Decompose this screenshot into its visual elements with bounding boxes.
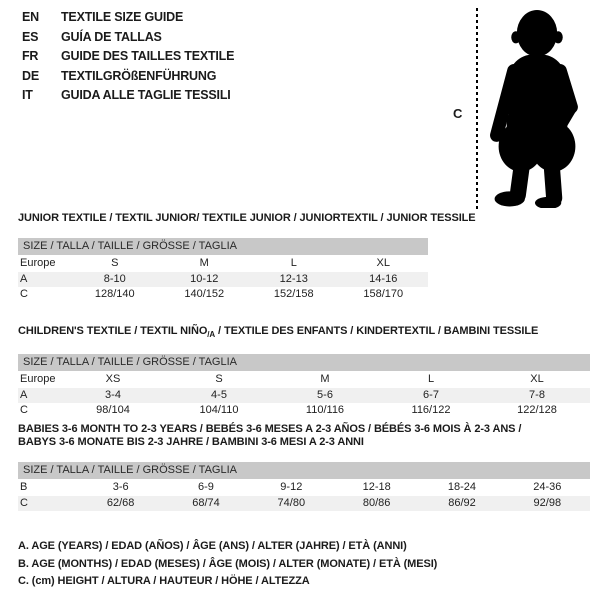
table-cell: L [427,373,435,386]
table-cell: 3-4 [105,388,121,401]
table-title-line [18,212,476,225]
table-cell: 6-9 [198,481,214,493]
table-cell: 104/110 [199,404,239,417]
table-cell: 68/74 [192,496,220,509]
table-title-line [18,436,590,449]
row-label: Europe [20,373,56,386]
language-title: GUIDA ALLE TAGLIE TESSILI [61,88,231,102]
baby-silhouette-icon [486,6,588,208]
language-code: DE [22,68,39,83]
size-table-section [18,212,476,303]
row-label: B [20,481,28,493]
table-cell: 152/158 [273,288,314,300]
table-row [18,403,590,419]
row-label: C [20,496,28,509]
table-title [18,423,590,449]
table-cell: 9-12 [280,481,303,493]
table-cell: 86/92 [448,496,476,509]
table-cell: 62/68 [106,496,135,509]
table-row [18,480,590,496]
table-title [18,325,590,341]
table-cell: 24-36 [533,481,562,493]
table-cell: 4-5 [211,388,227,401]
row-label: A [20,388,28,401]
table-cell: 80/86 [362,496,391,509]
table-title-text: CHILDREN'S TEXTILE / TEXTIL NIÑO [18,325,208,337]
table-row [18,372,590,388]
language-code: ES [22,29,39,44]
table-cell: 122/128 [517,404,557,417]
table-cell: 140/152 [184,288,225,300]
row-label: Europe [20,257,56,269]
table-title-text: BABYS 3-6 MONATE BIS 2-3 JAHRE / BAMBINI 3-6 MESI A 2-3 ANNI [18,436,364,448]
language-code: FR [22,49,39,63]
table-row [18,388,590,404]
size-table-header-bar: SIZE / TALLA / TAILLE / GRÖSSE / TAGLIA [18,238,428,255]
table-title-line [18,423,590,436]
row-label: C [20,404,28,417]
table-cell: 128/140 [94,288,135,300]
language-code: IT [22,88,33,102]
table-title-text: BABIES 3-6 MONTH TO 2-3 YEARS / BEBÉS 3-6 MESES A 2-3 AÑOS / BÉBÉS 3-6 MOIS À 2-3 ANS / [18,423,522,435]
language-title: GUIDE DES TAILLES TEXTILE [61,49,235,63]
size-table-header-bar: SIZE / TALLA / TAILLE / GRÖSSE / TAGLIA [18,354,590,371]
footnote: C. (cm) HEIGHT / ALTURA / HAUTEUR / HÖHE / ALTEZZA [18,575,310,587]
footnotes [18,538,437,591]
size-figure [0,0,600,215]
table-row [18,272,428,288]
table-title-text: JUNIOR TEXTILE / TEXTIL JUNIOR/ TEXTILE JUNIOR / JUNIORTEXTIL / JUNIOR TESSILE [18,212,476,224]
table-cell: 7-8 [529,388,545,401]
table-title [18,212,476,225]
table-cell: 98/104 [96,404,130,417]
table-cell: 116/122 [411,404,451,417]
table-cell: 8-10 [103,272,126,285]
row-label: C [20,288,28,300]
footnote: A. AGE (YEARS) / EDAD (AÑOS) / ÂGE (ANS) / ALTER (JAHRE) / ETÀ (ANNI) [18,540,407,552]
table-cell: 5-6 [317,388,333,401]
table-cell: 3-6 [112,481,129,493]
table-cell: 18-24 [447,481,477,493]
table-cell: 110/116 [305,404,345,417]
row-label: A [20,272,28,285]
table-cell: 14-16 [369,272,398,285]
language-title: TEXTILE SIZE GUIDE [61,10,184,24]
footnote: B. AGE (MONTHS) / EDAD (MESES) / ÂGE (MOIS) / ALTER (MONATE) / ETÀ (MESI) [18,557,438,570]
figure-height-label: C [453,106,463,121]
size-table-section [18,423,590,511]
table-cell: XL [376,257,390,269]
table-row [18,287,428,303]
table-title-text: /A [207,330,216,340]
table-cell: M [199,257,209,269]
language-title: GUÍA DE TALLAS [61,29,162,44]
height-reference-dotted-line [476,8,478,210]
table-cell: S [215,373,223,386]
table-title-text: / TEXTILE DES ENFANTS / KINDERTEXTIL / BAMBINI TESSILE [215,325,539,337]
table-cell: 12-13 [279,272,308,285]
size-table-header-bar: SIZE / TALLA / TAILLE / GRÖSSE / TAGLIA [18,462,590,479]
table-cell: 12-18 [362,481,391,493]
table-cell: S [111,257,119,269]
language-code: EN [22,10,39,24]
table-row [18,496,590,512]
table-cell: 92/98 [533,496,562,509]
table-cell: M [320,373,330,386]
table-cell: 158/170 [363,288,404,300]
table-cell: XL [530,373,544,386]
language-title: TEXTILGRÖßENFÜHRUNG [61,68,217,83]
table-cell: 6-7 [423,388,439,401]
size-table-section [18,325,590,419]
table-cell: 74/80 [277,496,306,509]
table-row [18,256,428,272]
table-title-line [18,325,590,341]
table-cell: L [290,257,297,269]
table-cell: 10-12 [190,272,219,285]
table-cell: XS [105,373,121,386]
